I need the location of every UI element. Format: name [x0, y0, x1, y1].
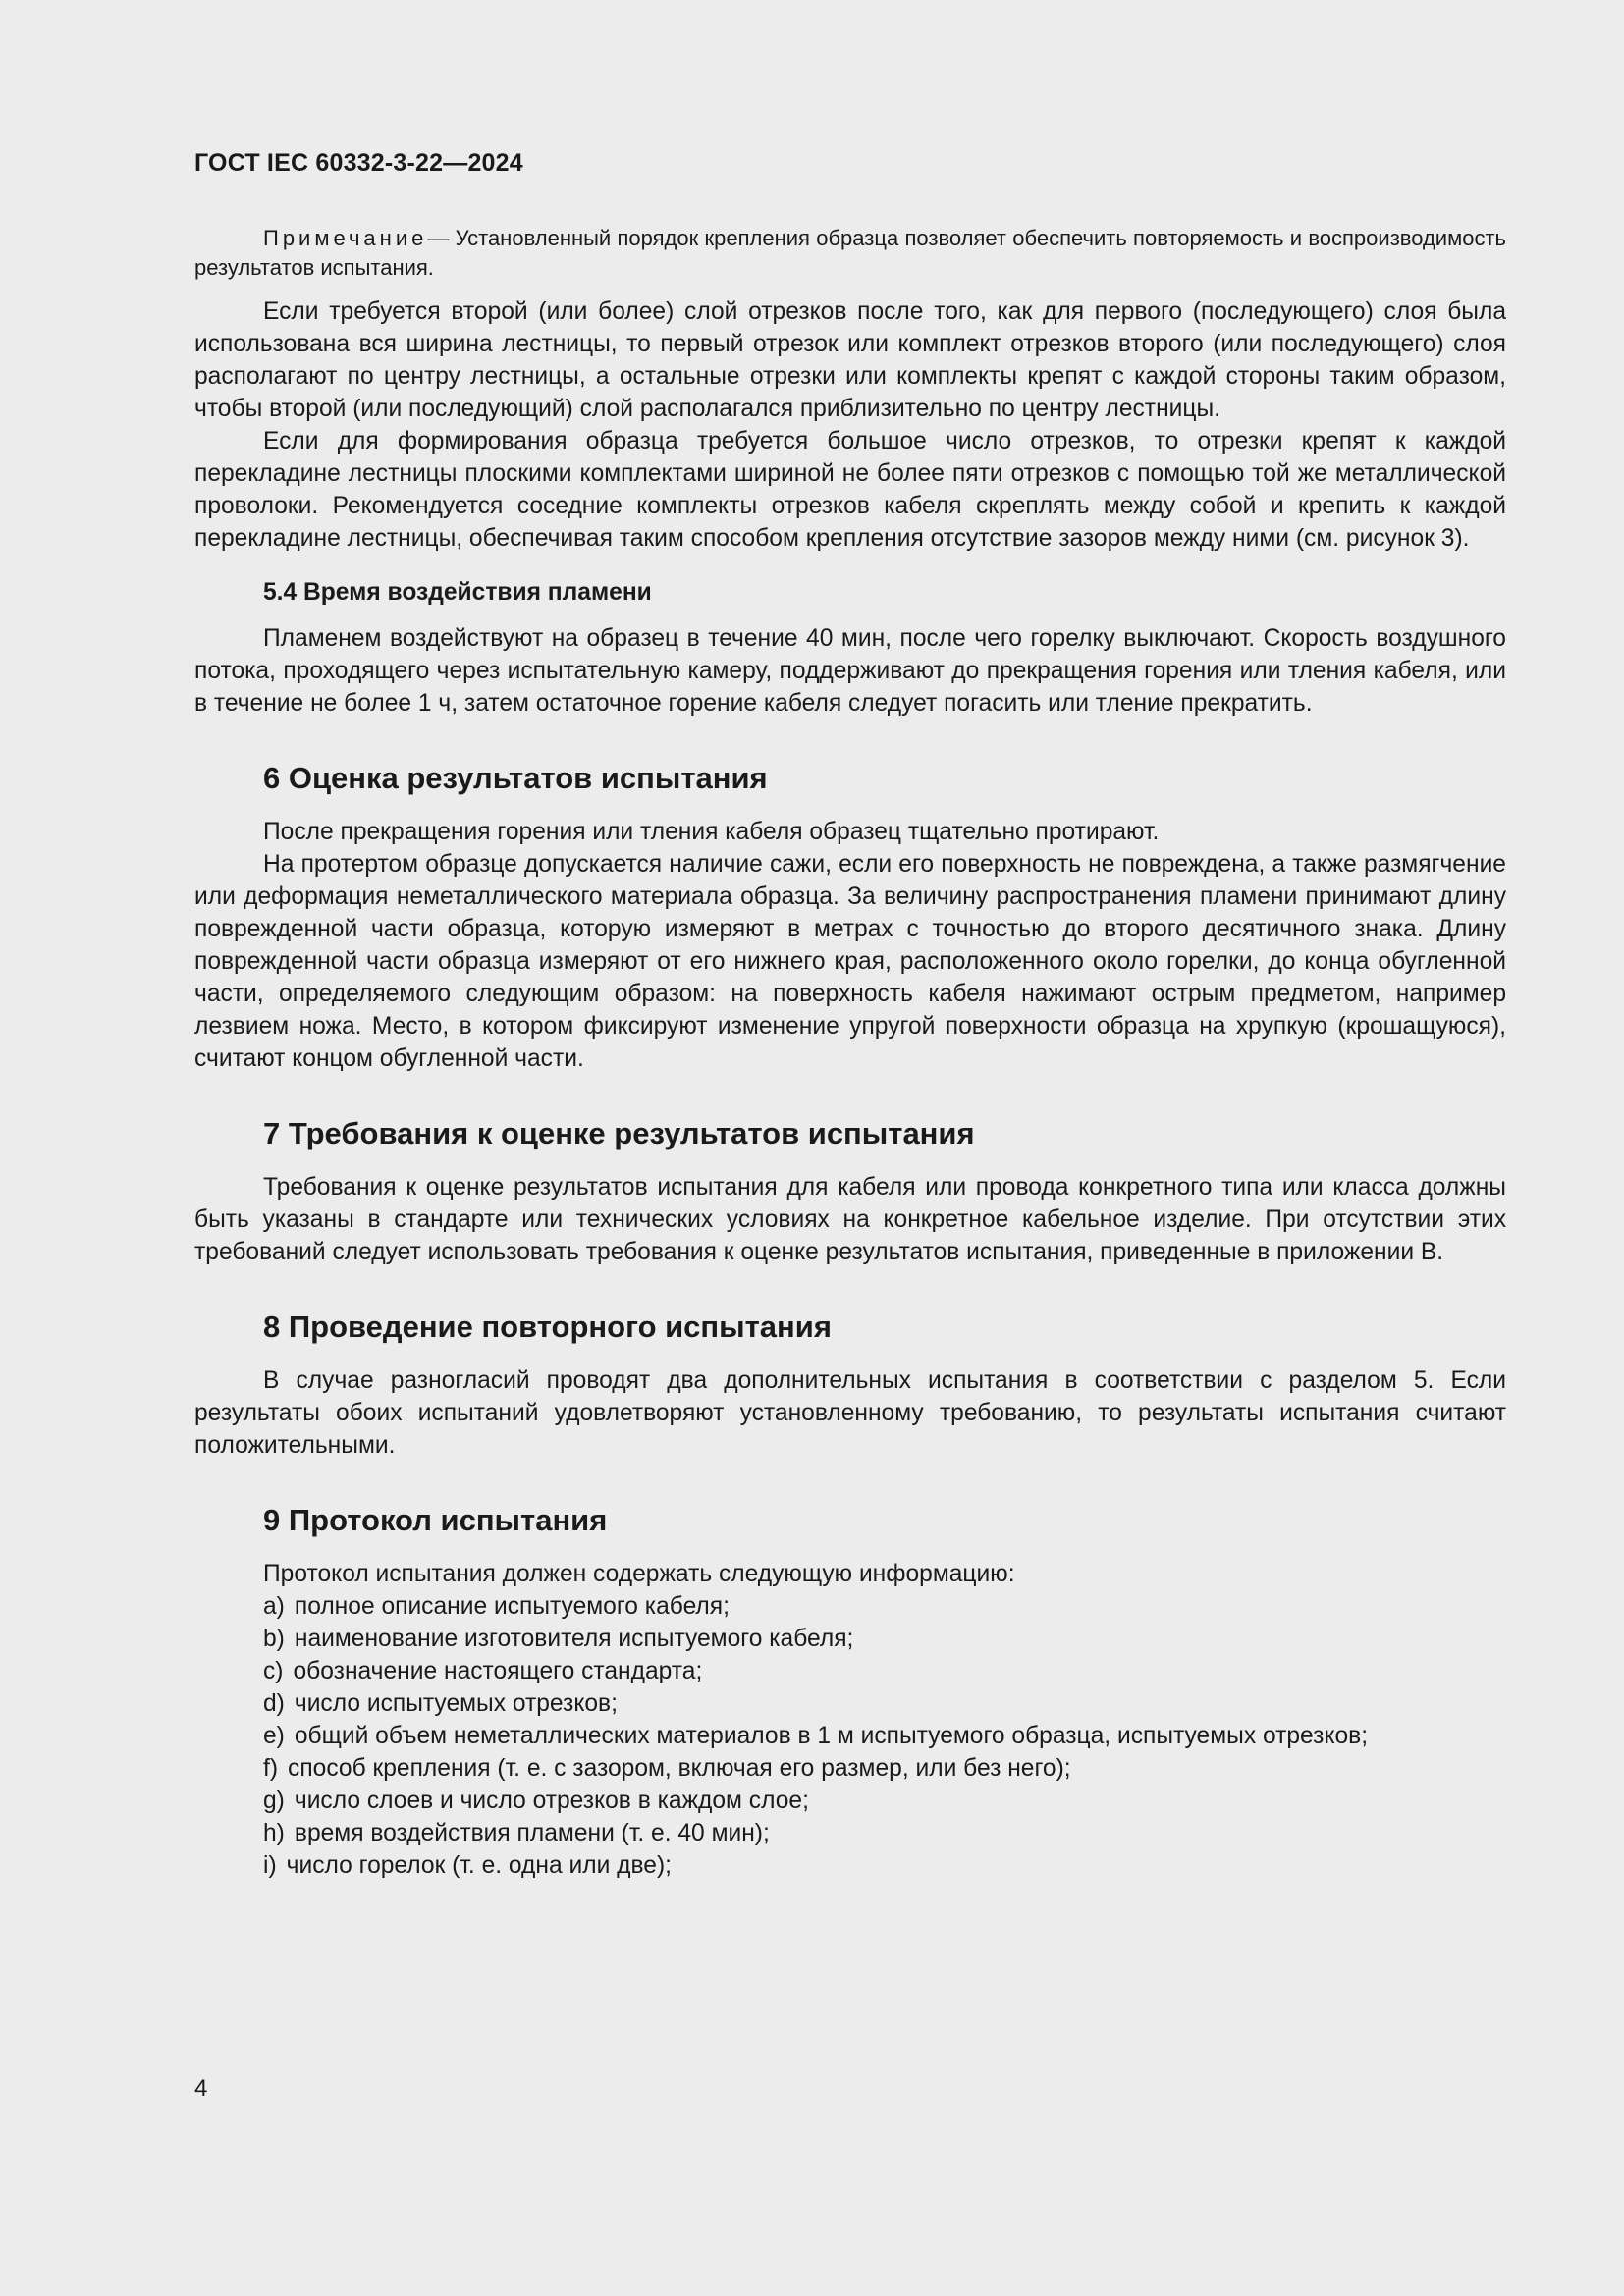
paragraph-damage: На протертом образце допускается наличие сажи, если его поверхность не повреждена, а также размягчение или деформация неметаллического материала образца. За величину распространения пламени принимают длину поврежденной части образца, которую измеряют в метрах с точностью до второго десятичного знака. Длину поврежденной части образца измеряют от его нижнего края, расположенного около горелки, до конца обугленной части, определяемого следующим образом: на поверхность кабеля нажимают острым предметом, например лезвием ножа. Место, в котором фиксируют изменение упругой поверхности образца на хрупкую (крошащуюся), считают концом обугленной части.: [194, 851, 1506, 1072]
report-items-list: [194, 1590, 1506, 1882]
list-item-label: h): [263, 1820, 285, 1846]
paragraph-layers: Если требуется второй (или более) слой отрезков после того, как для первого (последующего) слоя была использована вся ширина лестницы, то первый отрезок или комплект отрезков второго (или последующего) слоя располагают по центру лестницы, а остальные отрезки или комплекты крепят с каждой стороны таким образом, чтобы второй (или последующий) слой располагался приблизительно по центру лестницы.: [194, 298, 1506, 422]
list-item-text: способ крепления (т. е. с зазором, включая его размер, или без него);: [288, 1755, 1071, 1782]
list-item-text: полное описание испытуемого кабеля;: [294, 1593, 730, 1620]
paragraph-retest: В случае разногласий проводят два дополнительных испытания в соответствии с разделом 5. Если результаты обоих испытаний удовлетворяют установленному требованию, то результаты испытания считают положительными.: [194, 1367, 1506, 1459]
list-item-label: f): [263, 1755, 279, 1782]
list-item: [263, 1849, 1506, 1882]
list-item: [263, 1590, 1506, 1623]
list-item-text: общий объем неметаллических материалов в 1 м испытуемого образца, испытуемых отрезков;: [294, 1723, 1369, 1749]
paragraph-sets: Если для формирования образца требуется большое число отрезков, то отрезки крепят к каждой перекладине лестницы плоскими комплектами шириной не более пяти отрезков с помощью той же металлической проволоки. Рекомендуется соседние комплекты отрезков кабеля скреплять между собой и крепить к каждой перекладине лестницы, обеспечивая таким способом крепления отсутствие зазоров между ними (см. рисунок 3).: [194, 428, 1506, 552]
list-item-label: d): [263, 1690, 285, 1717]
note-paragraph: [194, 224, 1506, 283]
list-item: [263, 1655, 1506, 1687]
list-item: [263, 1720, 1506, 1752]
section-heading-6: 6 Оценка результатов испытания: [263, 761, 768, 795]
list-item: [263, 1623, 1506, 1655]
list-item-text: число слоев и число отрезков в каждом слое;: [294, 1788, 809, 1814]
list-item-text: наименование изготовителя испытуемого кабеля;: [294, 1626, 854, 1652]
list-item-label: g): [263, 1788, 285, 1814]
list-item-label: b): [263, 1626, 285, 1652]
list-item: [263, 1785, 1506, 1817]
list-item-text: число горелок (т. е. одна или две);: [286, 1852, 673, 1879]
list-item-text: время воздействия пламени (т. е. 40 мин);: [294, 1820, 770, 1846]
paragraph-flame-time: Пламенем воздействуют на образец в течение 40 мин, после чего горелку выключают. Скорость воздушного потока, проходящего через испытательную камеру, поддерживают до прекращения горения или тления кабеля, или в течение не более 1 ч, затем остаточное горение кабеля следует погасить или тление прекратить.: [194, 625, 1506, 717]
document-body: [194, 224, 1506, 1882]
paragraph-wipe: После прекращения горения или тления кабеля образец тщательно протирают.: [263, 819, 1160, 845]
list-item-text: обозначение настоящего стандарта;: [293, 1658, 703, 1684]
list-item: [263, 1752, 1506, 1785]
paragraph-requirements: Требования к оценке результатов испытания для кабеля или провода конкретного типа или класса должны быть указаны в стандарте или технических условиях на конкретное кабельное изделие. При отсутствии этих требований следует использовать требования к оценке результатов испытания, приведенные в приложении B.: [194, 1174, 1506, 1265]
document-header: ГОСТ IEC 60332-3-22—2024: [194, 149, 523, 177]
note-text: — Установленный порядок крепления образца позволяет обеспечить повторяемость и воспроизводимость результатов испытания.: [194, 226, 1506, 280]
note-label: Примечание: [263, 226, 428, 250]
list-item: [263, 1817, 1506, 1849]
subsection-heading-5-4: 5.4 Время воздействия пламени: [263, 579, 652, 606]
paragraph-report-intro: Протокол испытания должен содержать следующую информацию:: [263, 1561, 1015, 1587]
page-number: 4: [194, 2075, 208, 2102]
list-item: [263, 1687, 1506, 1720]
list-item-label: e): [263, 1723, 285, 1749]
list-item-text: число испытуемых отрезков;: [294, 1690, 618, 1717]
list-item-label: a): [263, 1593, 285, 1620]
section-heading-7: 7 Требования к оценке результатов испытания: [263, 1116, 975, 1150]
list-item-label: c): [263, 1658, 284, 1684]
list-item-label: i): [263, 1852, 277, 1879]
section-heading-8: 8 Проведение повторного испытания: [263, 1309, 832, 1344]
section-heading-9: 9 Протокол испытания: [263, 1503, 608, 1537]
